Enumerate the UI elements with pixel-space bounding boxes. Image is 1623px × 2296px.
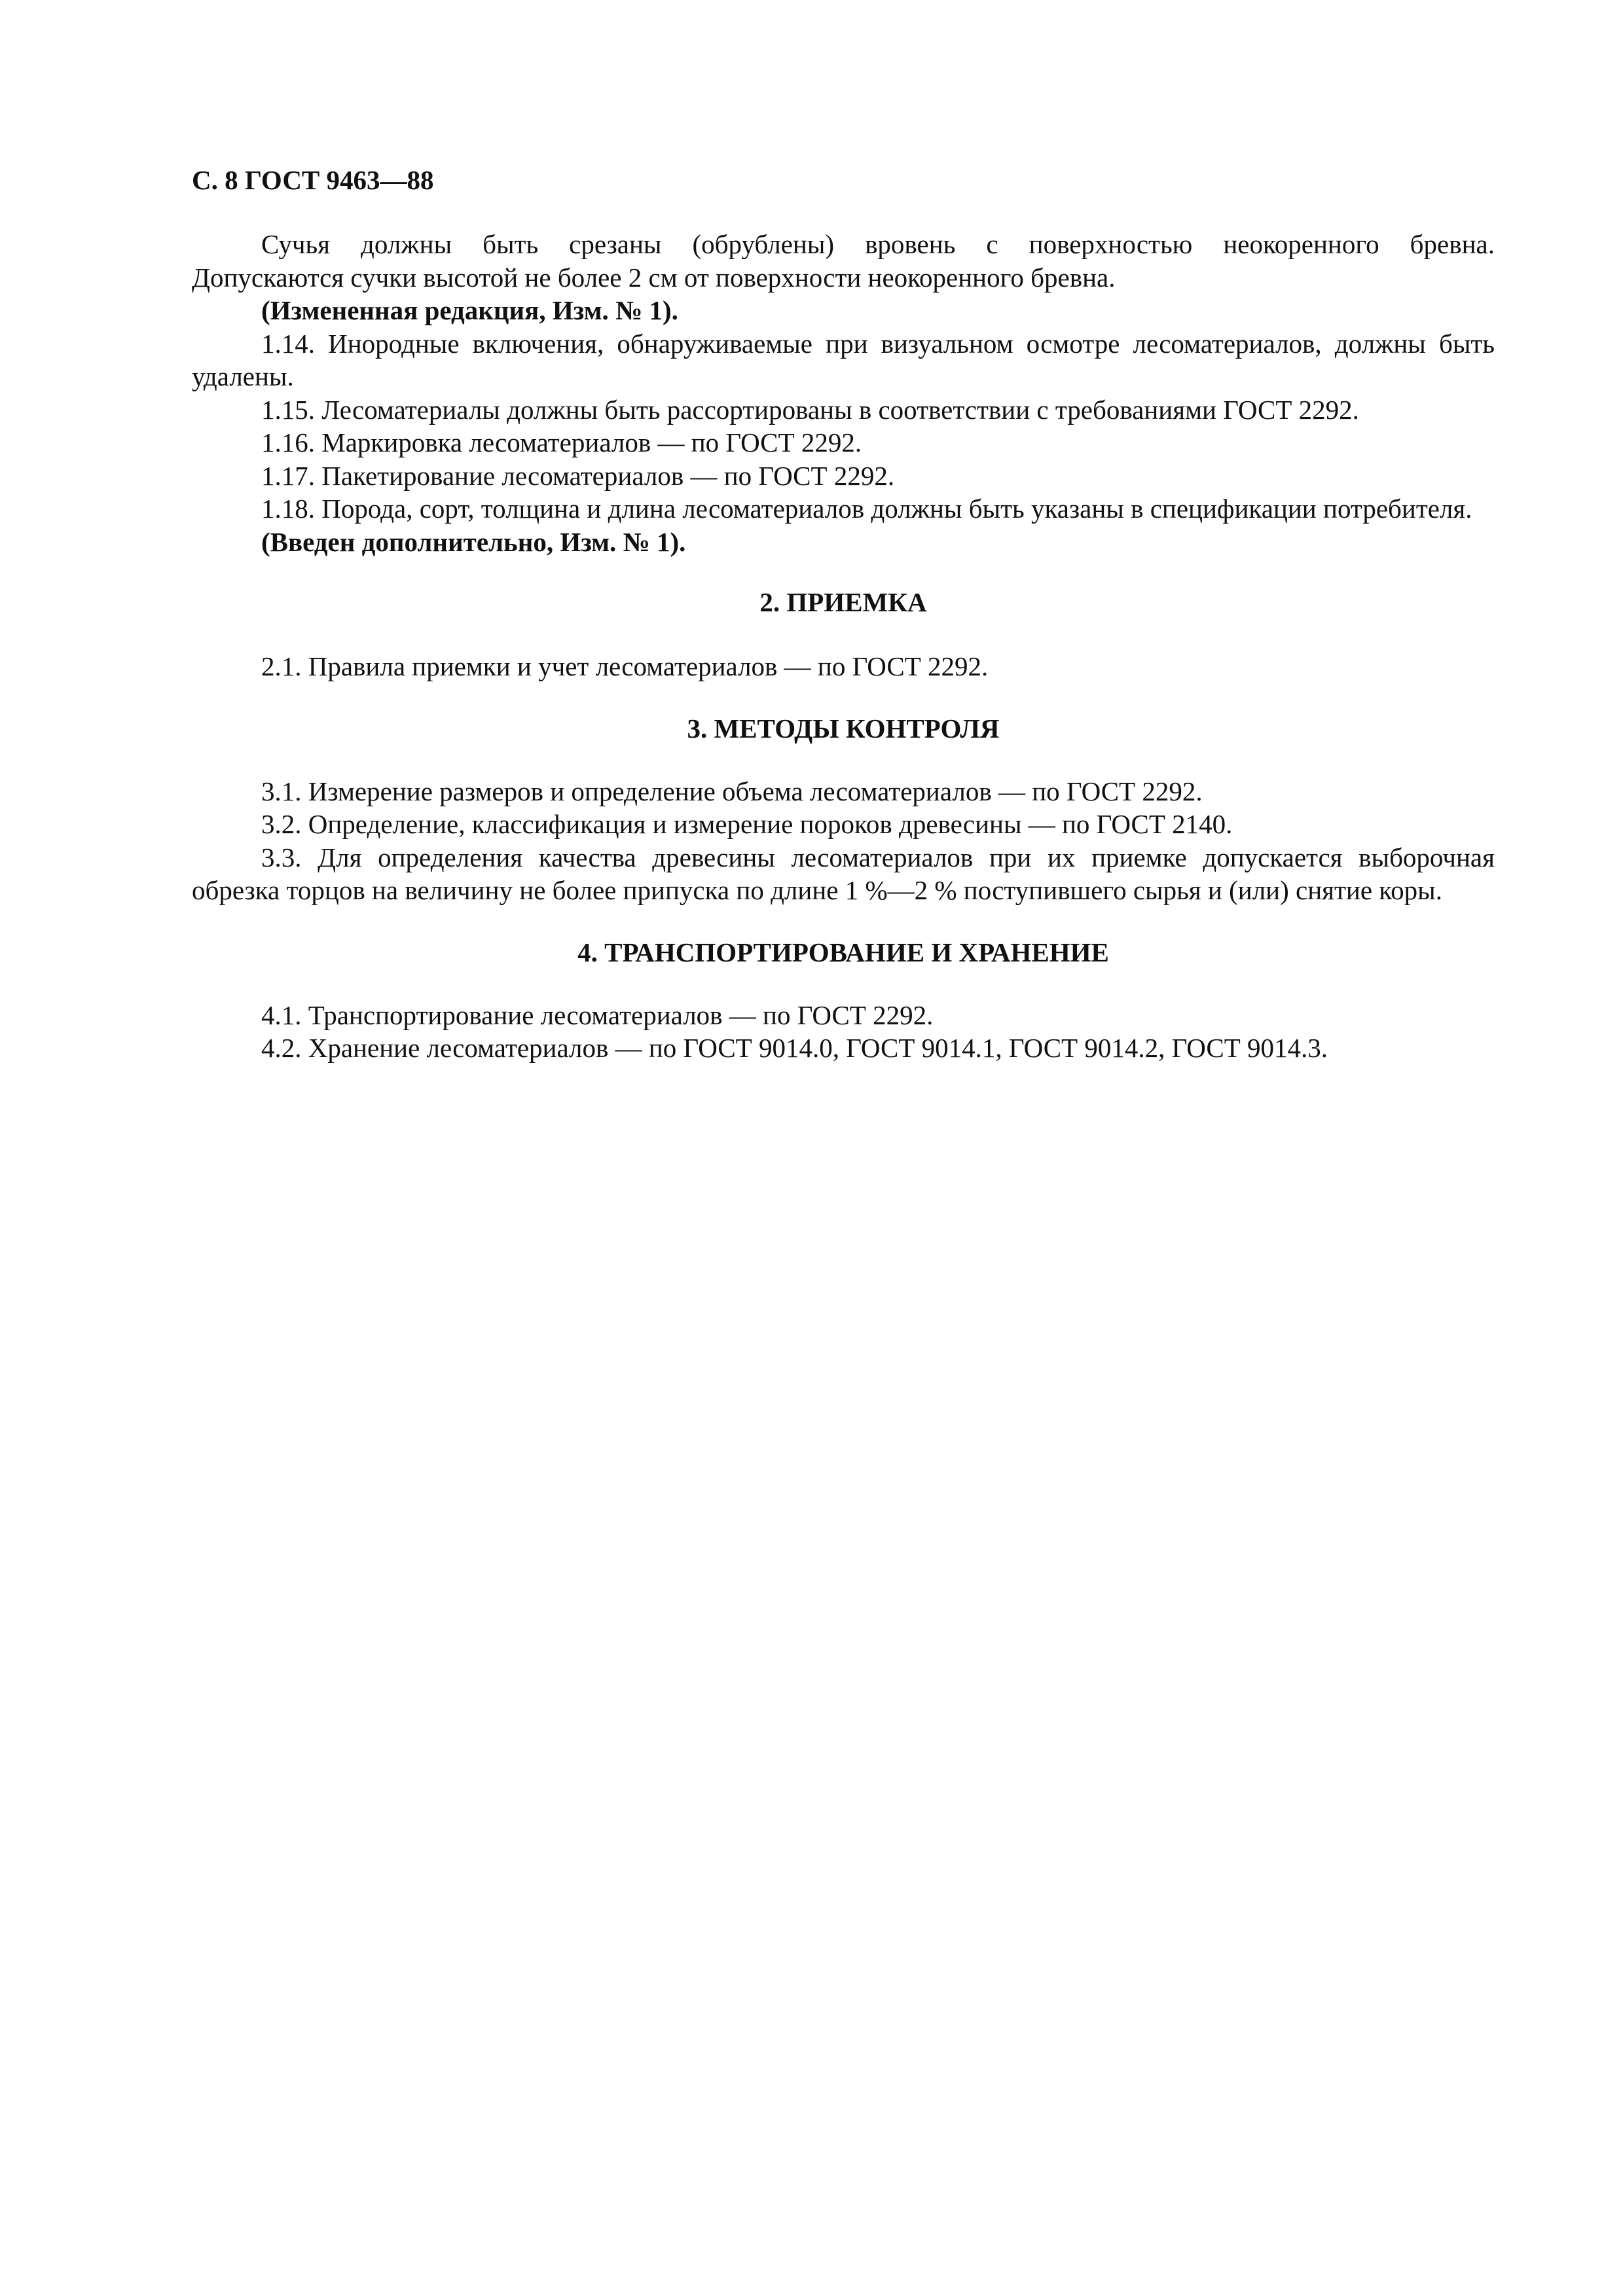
- section-3-body: [192, 775, 1495, 907]
- clause-4-2: 4.2. Хранение лесоматериалов — по ГОСТ 9014.0, ГОСТ 9014.1, ГОСТ 9014.2, ГОСТ 9014.3.: [261, 1033, 1328, 1063]
- section-4-title: 4. ТРАНСПОРТИРОВАНИЕ И ХРАНЕНИЕ: [577, 937, 1109, 967]
- clause-2-1: 2.1. Правила приемки и учет лесоматериалов — по ГОСТ 2292.: [261, 651, 989, 681]
- paragraph-knots-cut: Сучья должны быть срезаны (обрублены) вровень с поверхностью неокоренного бревна.: [261, 229, 1495, 259]
- document-page: [192, 164, 1495, 1065]
- section-2-title: 2. ПРИЕМКА: [759, 587, 927, 617]
- clause-3-3: 3.3. Для определения качества древесины лесоматериалов при их приемке допускается выборочная обрезка торцов на величину не более припуска по длине 1 %—2 % поступившего сырья и (или) снятие коры.: [192, 842, 1495, 905]
- addition-note: (Введен дополнительно, Изм. № 1).: [261, 526, 686, 557]
- clause-1-16: 1.16. Маркировка лесоматериалов — по ГОСТ 2292.: [261, 427, 862, 457]
- clause-3-2: 3.2. Определение, классификация и измерение пороков древесины — по ГОСТ 2140.: [261, 809, 1233, 839]
- running-head: С. 8 ГОСТ 9463—88: [192, 165, 434, 195]
- clause-4-1: 4.1. Транспортирование лесоматериалов — по ГОСТ 2292.: [261, 999, 934, 1030]
- clause-1-15: 1.15. Лесоматериалы должны быть рассортированы в соответствии с требованиями ГОСТ 2292.: [261, 394, 1359, 425]
- section-2-body: [192, 650, 1495, 683]
- clause-3-1: 3.1. Измерение размеров и определение объема лесоматериалов — по ГОСТ 2292.: [261, 776, 1203, 806]
- section-3-title: 3. МЕТОДЫ КОНТРОЛЯ: [687, 713, 1000, 744]
- section-4-body: [192, 999, 1495, 1065]
- clause-1-14: 1.14. Инородные включения, обнаруживаемые при визуальном осмотре лесоматериалов, должны быть удалены.: [192, 328, 1495, 391]
- clause-1-18: 1.18. Порода, сорт, толщина и длина лесоматериалов должны быть указаны в спецификации потребителя.: [261, 493, 1472, 524]
- section-1-continuation: [192, 228, 1495, 558]
- paragraph-knots-height: Допускаются сучки высотой не более 2 см от поверхности неокоренного бревна.: [192, 262, 1116, 293]
- clause-1-17: 1.17. Пакетирование лесоматериалов — по ГОСТ 2292.: [261, 460, 895, 491]
- amendment-note: (Измененная редакция, Изм. № 1).: [261, 295, 678, 325]
